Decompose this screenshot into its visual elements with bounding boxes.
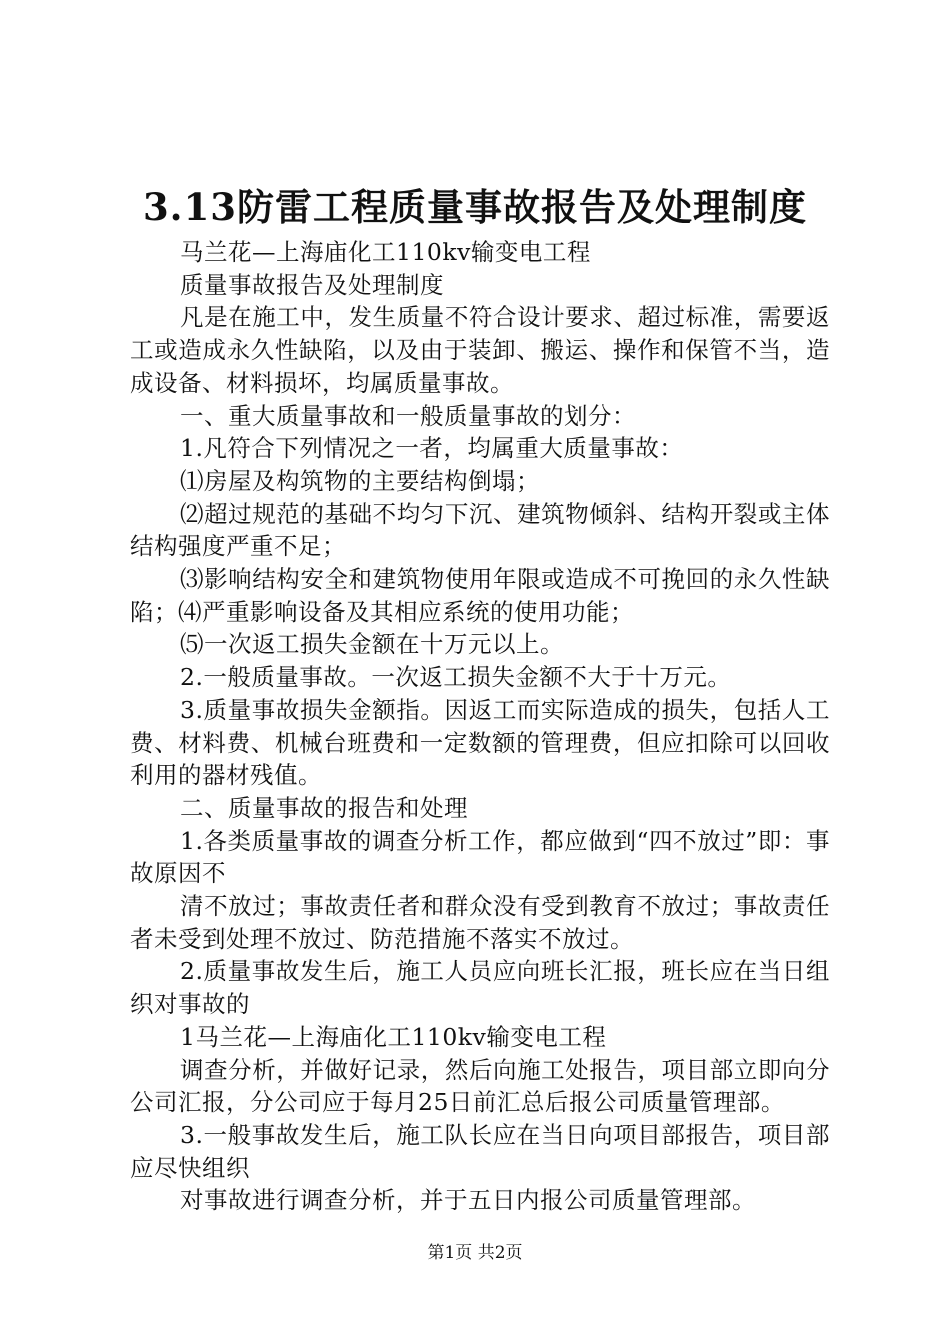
subtitle-line: 质量事故报告及处理制度 <box>180 270 444 299</box>
paragraph-loss-amount: 3.质量事故损失金额指。因返工而实际造成的损失，包括人工费、材料费、机械台班费和一定数额的管理费，但应扣除可以回收利用的器材残值。 <box>130 695 830 790</box>
paragraph-investigation: 1.各类质量事故的调查分析工作，都应做到“四不放过”即：事故原因不 <box>130 826 830 888</box>
page-footer: 第1页 共2页 <box>427 1243 523 1263</box>
list-item-1: ⑴房屋及构筑物的主要结构倒塌； <box>180 466 540 495</box>
list-item-5: ⑸一次返工损失金额在十万元以上。 <box>180 630 564 659</box>
section-heading-1: 一、重大质量事故和一般质量事故的划分： <box>180 401 636 430</box>
project-name-line: 马兰花—上海庙化工110kv输变电工程 <box>180 238 591 266</box>
section-heading-2: 二、质量事故的报告和处理 <box>180 793 468 822</box>
paragraph-report-procedure: 2.质量事故发生后，施工人员应向班长汇报，班长应在当日组织对事故的 <box>130 957 830 1019</box>
list-item-2: ⑵超过规范的基础不均匀下沉、建筑物倾斜、结构开裂或主体结构强度严重不足； <box>130 499 830 561</box>
running-header-line: 1马兰花—上海庙化工110kv输变电工程 <box>180 1022 607 1051</box>
paragraph-four-not-pass: 清不放过；事故责任者和群众没有受到教育不放过；事故责任者未受到处理不放过、防范措施不落实不放过。 <box>130 892 830 953</box>
paragraph-analysis-record: 调查分析，并做好记录，然后向施工处报告，项目部立即向分公司汇报，分公司应于每月25日前汇总后报公司质量管理部。 <box>130 1055 830 1117</box>
paragraph-five-days: 对事故进行调查分析，并于五日内报公司质量管理部。 <box>180 1186 756 1215</box>
paragraph-general-accident: 2.一般质量事故。一次返工损失金额不大于十万元。 <box>180 663 732 692</box>
list-item-3-4: ⑶影响结构安全和建筑物使用年限或造成不可挽回的永久性缺陷；⑷严重影响设备及其相应系统的使用功能； <box>130 565 830 626</box>
document-body <box>130 236 830 1217</box>
definition-paragraph: 凡是在施工中，发生质量不符合设计要求、超过标准，需要返工或造成永久性缺陷，以及由于装卸、搬运、操作和保管不当，造成设备、材料损坏，均属质量事故。 <box>130 303 830 397</box>
document-title: 3.13防雷工程质量事故报告及处理制度 <box>142 185 808 229</box>
paragraph-general-report: 3.一般事故发生后，施工队长应在当日向项目部报告，项目部应尽快组织 <box>130 1120 830 1182</box>
paragraph-major-accident: 1.凡符合下列情况之一者，均属重大质量事故： <box>180 434 684 463</box>
